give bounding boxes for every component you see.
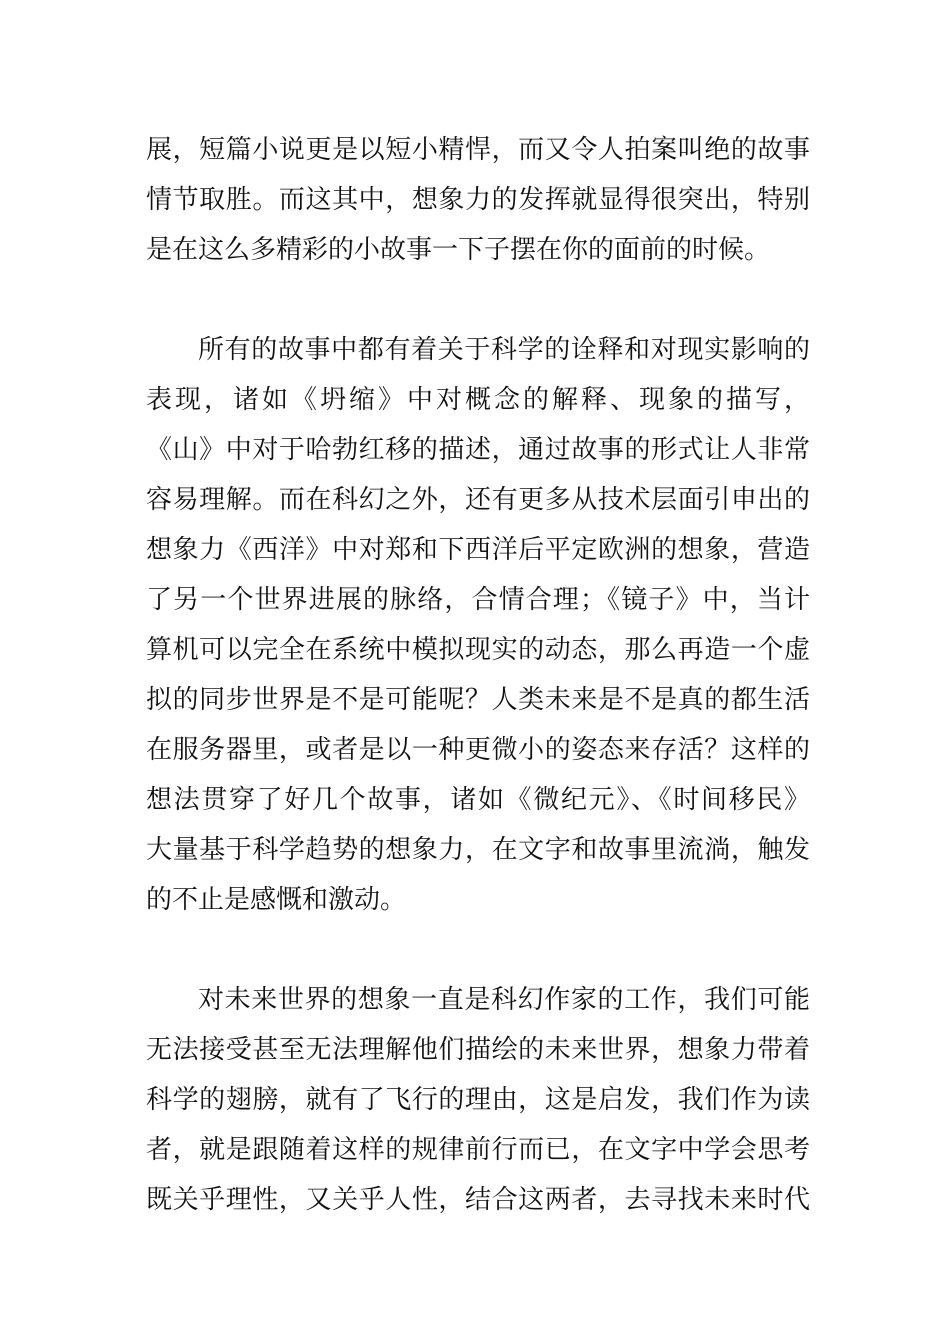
text-line: 表现，诸如《坍缩》中对概念的解释、现象的描写，	[146, 385, 810, 415]
text-line: 拟的同步世界是不是可能呢？人类未来是不是真的都生活	[146, 685, 810, 715]
text-line: 者，就是跟随着这样的规律前行而已，在文字中学会思考	[146, 1135, 810, 1165]
text-line: 科学的翅膀，就有了飞行的理由，这是启发，我们作为读	[146, 1085, 810, 1115]
text-line: 所有的故事中都有着关于科学的诠释和对现实影响的	[198, 335, 810, 365]
text-line: 对未来世界的想象一直是科幻作家的工作，我们可能	[198, 985, 810, 1015]
text-line: 在服务器里，或者是以一种更微小的姿态来存活？这样的	[146, 735, 810, 765]
text-line: 无法接受甚至无法理解他们描绘的未来世界，想象力带着	[146, 1035, 810, 1065]
text-line: 的不止是感慨和激动。	[146, 885, 407, 915]
text-line: 情节取胜。而这其中，想象力的发挥就显得很突出，特别	[146, 185, 810, 215]
text-line: 《山》中对于哈勃红移的描述，通过故事的形式让人非常	[146, 435, 810, 465]
text-line: 想象力《西洋》中对郑和下西洋后平定欧洲的想象，营造	[146, 535, 810, 565]
text-line: 算机可以完全在系统中模拟现实的动态，那么再造一个虚	[146, 635, 810, 665]
text-line: 想法贯穿了好几个故事，诸如《微纪元》、《时间移民》	[146, 785, 810, 815]
text-line: 既关乎理性，又关乎人性，结合这两者，去寻找未来时代	[146, 1185, 810, 1215]
text-line: 了另一个世界进展的脉络，合情合理；《镜子》中，当计	[146, 585, 810, 615]
text-line: 大量基于科学趋势的想象力，在文字和故事里流淌，触发	[146, 835, 810, 865]
text-line: 容易理解。而在科幻之外，还有更多从技术层面引申出的	[146, 485, 810, 515]
text-line: 是在这么多精彩的小故事一下子摆在你的面前的时候。	[146, 235, 771, 265]
text-line: 展，短篇小说更是以短小精悍，而又令人拍案叫绝的故事	[146, 135, 810, 165]
